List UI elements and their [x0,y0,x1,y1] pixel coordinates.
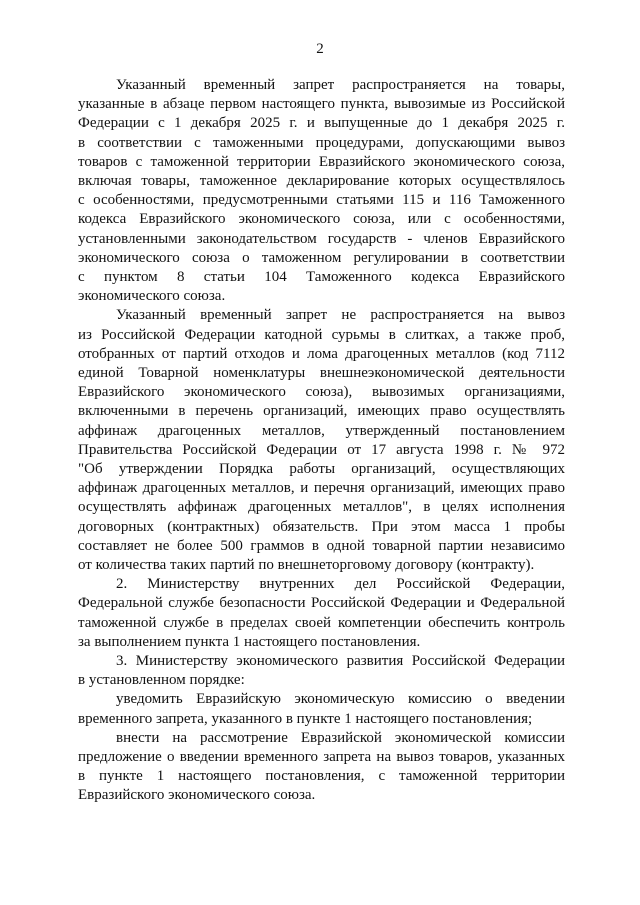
text-line: из Российской Федерации катодной сурьмы в слитках, а также проб, [78,327,565,343]
text-line: Указанный временный запрет не распространяется на вывоз [116,307,565,323]
text-line: 2. Министерству внутренних дел Российской Федерации, [116,576,565,592]
text-line: Евразийского экономического союза. [78,787,316,803]
text-line: осуществлять аффинаж драгоценных металлов", в целях исполнения [78,499,565,515]
text-line: единой Товарной номенклатуры внешнеэкономической деятельности [78,365,565,381]
text-line: предложение о введении временного запрета на вывоз товаров, указанных [78,749,565,765]
text-line: отобранных от партий отходов и лома драгоценных металлов (код 7112 [78,346,565,362]
text-line: "Об утверждении Порядка работы организаций, осуществляющих [78,461,565,477]
text-line: таможенной службе в пределах своей компетенции обеспечить контроль [78,615,565,631]
text-line: кодекса Евразийского экономического союза, или с особенностями, [78,211,565,227]
text-line: Правительства Российской Федерации от 17 августа 1998 г. № 972 [78,442,565,458]
text-line: товаров с таможенной территории Евразийского экономического союза, [78,154,565,170]
text-line: экономического союза. [78,288,226,304]
text-line: с пунктом 8 статьи 104 Таможенного кодекса Евразийского [78,269,565,285]
text-line: включая товары, таможенное декларирование которых осуществлялось [78,173,565,189]
page-number: 2 [316,41,324,57]
text-line: внести на рассмотрение Евразийской экономической комиссии [116,730,565,746]
text-line: договорных (контрактных) обязательств. При этом масса 1 пробы [78,519,565,535]
text-line: экономического союза о таможенном регулировании в соответствии [78,250,565,266]
text-line: в пункте 1 настоящего постановления, с таможенной территории [78,768,565,784]
text-line: от количества таких партий по внешнеторговому договору (контракту). [78,557,535,573]
text-line: Федерации с 1 декабря 2025 г. и выпущенные до 1 декабря 2025 г. [78,115,565,131]
text-line: Указанный временный запрет распространяется на товары, [116,77,565,93]
text-line: 3. Министерству экономического развития Российской Федерации [116,653,565,669]
text-line: включенными в перечень организаций, имеющих право осуществлять [78,403,565,419]
text-line: аффинаж драгоценных металлов, и перечня организаций, имеющих право [78,480,565,496]
text-line: Евразийского экономического союза), вывозимых организациями, [78,384,565,400]
text-line: установленными законодательством государств - членов Евразийского [78,231,565,247]
text-line: указанные в абзаце первом настоящего пункта, вывозимые из Российской [78,96,565,112]
text-line: Федеральной службе безопасности Российской Федерации и Федеральной [78,595,565,611]
text-line: уведомить Евразийскую экономическую комиссию о введении [116,691,565,707]
text-line: аффинаж драгоценных металлов, утвержденный постановлением [78,423,565,439]
text-line: составляет не более 500 граммов в одной товарной партии независимо [78,538,565,554]
text-line: за выполнением пункта 1 настоящего постановления. [78,634,421,650]
text-line: в соответствии с таможенными процедурами, допускающими вывоз [78,135,565,151]
text-line: временного запрета, указанного в пункте 1 настоящего постановления; [78,711,533,727]
text-line: в установленном порядке: [78,672,245,688]
text-line: с особенностями, предусмотренными статьями 115 и 116 Таможенного [78,192,565,208]
